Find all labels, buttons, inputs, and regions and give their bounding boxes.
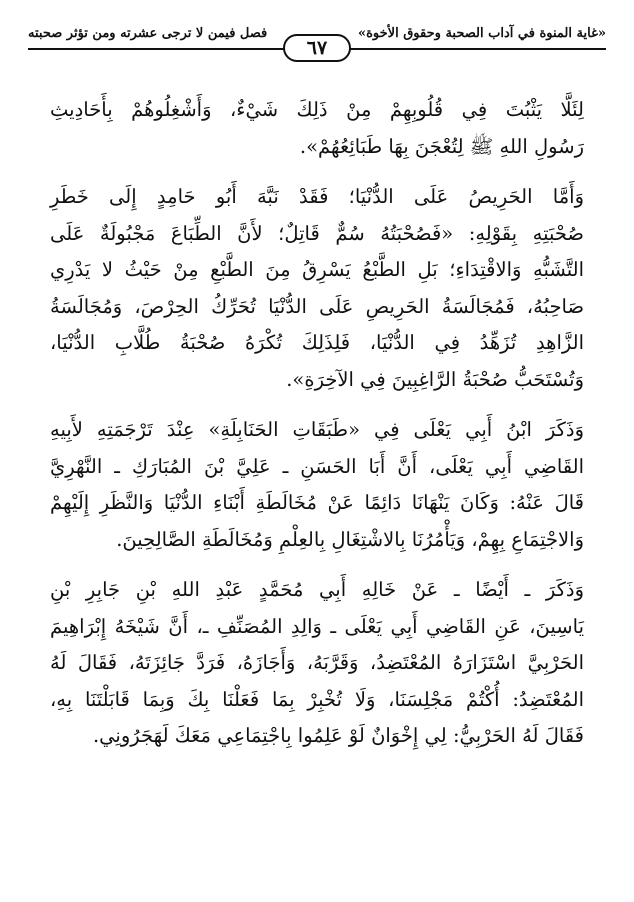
text-line: صَاحِبُهُ، فَمُجَالَسَةُ الحَرِيصِ عَلَى الدُّنْيَا تُحَرِّكُ الحِرْصَ، وَمُجَالَسَةُ [50,294,584,318]
text-line: وَالاجْتِمَاعِ بِهِمْ، وَيَأْمُرُنَا بِالاشْتِغَالِ بِالعِلْمِ وَمُخَالَطَةِ الصَّالِحِينَ. [116,527,584,551]
text-line: وَذَكَرَ ـ أَيْضًا ـ عَنْ خَالِهِ أَبِي مُحَمَّدٍ عَبْدِ اللهِ بْنِ جَابِرِ بْنِ [50,578,584,601]
text-line: القَاضِي أَبِي يَعْلَى، أَنَّ أَبَا الحَسَنِ ـ عَلِيَّ بْنَ المُبَارَكِ ـ النَّهْرِيَّ [50,454,584,478]
text-line: الزَّاهِدِ تُزَهِّدُ فِي الدُّنْيَا، فَلِذَلِكَ تُكْرَهُ صُحْبَةُ طُلَّابِ الدُّنْيَا، [50,331,584,354]
header-book-title: «غاية المنوة في آداب الصحبة وحقوق الأخوة» [357,26,606,41]
paragraph [50,412,584,558]
paragraph [50,179,584,398]
page-header [28,22,606,62]
text-line: صُحْبَتِهِ بِقَوْلِهِ: «فَصُحْبَتُهُ سُمٌّ قَاتِلٌ؛ لأَنَّ الطِّبَاعَ مَجْبُولَةٌ عَلَى [50,221,584,245]
paragraph [50,92,584,165]
text-line: رَسُولِ اللهِ ﷺ لِتُعْجَنَ بِهَا طَبَائِعُهُمْ». [299,134,584,158]
text-line: وَأَمَّا الحَرِيصُ عَلَى الدُّنْيَا؛ فَقَدْ نَبَّهَ أَبُو حَامِدٍ إِلَى خَطَرِ [50,185,584,208]
page-body [50,92,584,769]
text-line: وَتُسْتَحَبُّ صُحْبَةُ الرَّاغِبِينَ فِي الآخِرَةِ». [286,367,584,391]
text-line: لِئَلَّا يَثْبُتَ فِي قُلُوبِهِمْ مِنْ ذَلِكَ شَيْءٌ، وَأَشْغِلُوهُمْ بِأَحَادِيثِ [50,98,584,121]
text-line: يَاسِينَ، عَنِ القَاضِي أَبِي يَعْلَى ـ وَالِدِ المُصَنِّفِ ـ، أَنَّ شَيْخَهُ إِبْرَاهِيمَ [50,614,584,638]
text-line: المُعْتَضِدُ: أُكْتُمْ مَجْلِسَنَا، وَلَا تُخْبِرْ بِمَا فَعَلْنَا بِكَ وَبِمَا قَابَلْتَنَا بِهِ، [50,687,584,711]
paragraph [50,572,584,755]
text-line: وَذَكَرَ ابْنُ أَبِي يَعْلَى فِي «طَبَقَاتِ الحَنَابِلَةِ» عِنْدَ تَرْجَمَتِهِ لأَبِيهِ [50,418,584,441]
text-line: الحَرْبِيَّ اسْتَزَارَهُ المُعْتَضِدُ، وَقَرَّبَهُ، وَأَجَازَهُ، فَرَدَّ جَائِزَتَهُ، فَقَالَ لَهُ [50,651,584,674]
page-number: ٦٧ [283,34,351,62]
text-line: فَقَالَ لَهُ الحَرْبِيُّ: لِي إِخْوَانٌ لَوْ عَلِمُوا بِاجْتِمَاعِي مَعَكَ لَهَجَرُونِي. [92,724,584,747]
text-line: التَّشَبُّهِ وَالاقْتِدَاءِ؛ بَلِ الطَّبْعُ يَسْرِقُ مِنَ الطَّبْعِ مِنْ حَيْثُ لا يَدْرِي [50,258,584,281]
header-chapter-title: فصل فيمن لا ترجى عشرته ومن تؤثر صحبته [28,26,268,41]
text-line: قَالَ عَنْهُ: وَكَانَ يَنْهَانَا دَائِمًا عَنْ مُخَالَطَةِ أَبْنَاءِ الدُّنْيَا وَالنَّظَرِ إِلَيْهِمْ [50,491,584,514]
